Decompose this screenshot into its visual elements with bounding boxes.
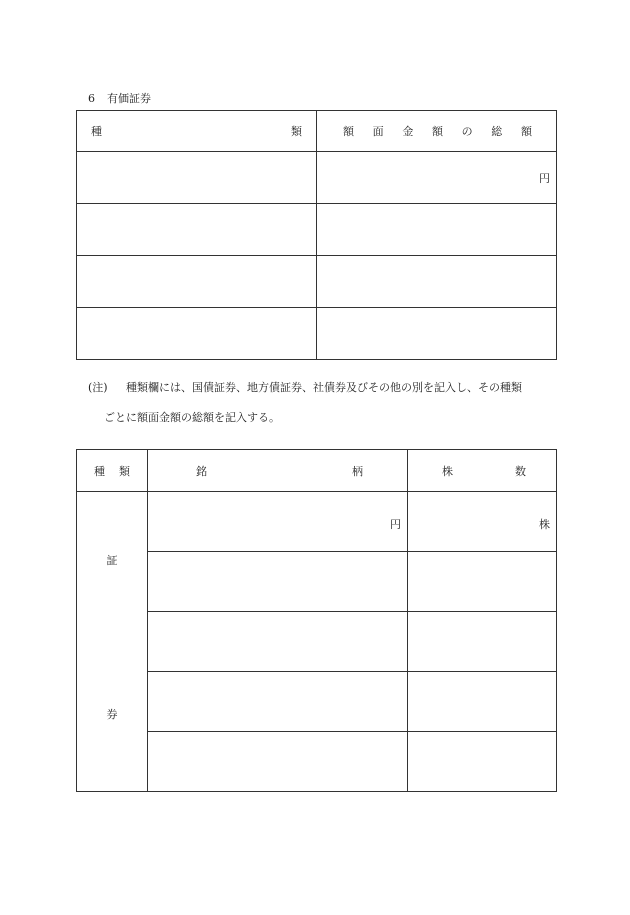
table-row [77, 492, 557, 552]
shares-cell[interactable] [408, 732, 557, 792]
header-shares [408, 450, 557, 492]
header-char: 総 [491, 125, 503, 138]
shares-cell[interactable] [408, 672, 557, 732]
header-char: 金 [402, 125, 414, 138]
kind-cell[interactable] [77, 204, 317, 256]
kind-merged-cell [77, 492, 148, 792]
header-brand-right: 柄 [352, 464, 363, 478]
note-label: (注) [88, 381, 108, 394]
header-char: 種 [94, 464, 105, 478]
table-row [77, 552, 557, 612]
yen-unit: 円 [539, 171, 550, 185]
kind-cell[interactable] [77, 308, 317, 360]
amount-cell[interactable] [317, 204, 557, 256]
table-row [77, 204, 557, 256]
header-char: 類 [119, 464, 130, 478]
note-line2: ごとに額面金額の総額を記入する。 [104, 411, 280, 424]
table-row [77, 612, 557, 672]
header-kind-left: 種 [91, 125, 102, 138]
header-brand [148, 450, 408, 492]
brand-cell[interactable] [148, 612, 408, 672]
header-char: の [461, 125, 473, 138]
shares-cell[interactable] [408, 552, 557, 612]
header-face-value-total [317, 111, 557, 152]
header-char: 額 [431, 125, 443, 138]
brand-cell[interactable] [148, 732, 408, 792]
amount-cell[interactable] [317, 152, 557, 204]
shares-cell[interactable] [408, 612, 557, 672]
header-brand-left: 銘 [196, 464, 207, 478]
kind-char-top: 証 [106, 554, 118, 567]
header-char: 額 [343, 125, 354, 138]
note [88, 373, 558, 433]
securities-amount-table [76, 110, 557, 360]
shares-cell[interactable] [408, 492, 557, 552]
stock-table [76, 449, 557, 792]
yen-unit: 円 [390, 518, 401, 531]
brand-cell[interactable] [148, 552, 408, 612]
kind-cell[interactable] [77, 152, 317, 204]
section-title [88, 90, 151, 106]
table-row [77, 732, 557, 792]
header-shares-right: 数 [515, 464, 526, 478]
kind-cell[interactable] [77, 256, 317, 308]
shares-unit: 株 [539, 518, 550, 531]
brand-cell[interactable] [148, 672, 408, 732]
brand-cell[interactable] [148, 492, 408, 552]
header-shares-left: 株 [442, 464, 453, 478]
section-number: 6 [88, 92, 95, 105]
note-line1: 種類欄には、国債証券、地方債証券、社債券及びその他の別を記入し、その種類 [126, 381, 522, 394]
table-row [77, 256, 557, 308]
header-kind-right: 類 [291, 125, 302, 138]
table2-header-row [77, 450, 557, 492]
table-row [77, 152, 557, 204]
table-row [77, 672, 557, 732]
amount-cell[interactable] [317, 308, 557, 360]
section-title-text: 有価証券 [107, 92, 151, 105]
kind-char-bottom: 券 [106, 708, 118, 721]
header-char: 面 [372, 125, 384, 138]
header-kind [77, 450, 148, 492]
table-row [77, 308, 557, 360]
header-char: 額 [520, 125, 532, 138]
header-kind [77, 111, 317, 152]
amount-cell[interactable] [317, 256, 557, 308]
table1-header-row [77, 111, 557, 152]
